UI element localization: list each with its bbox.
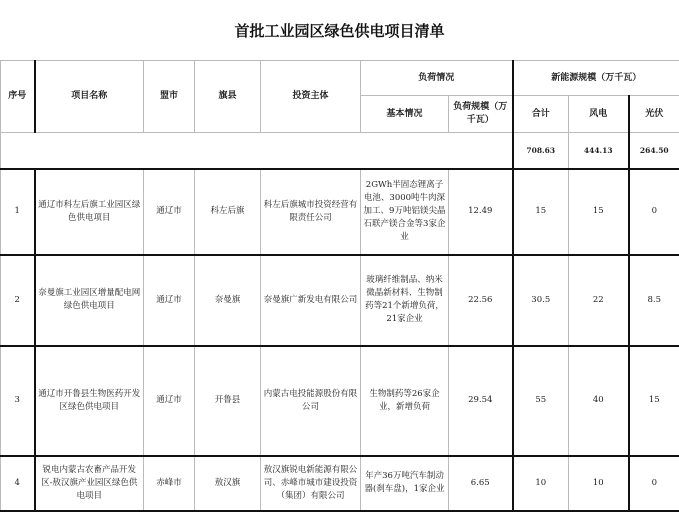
row-solar: 0 bbox=[629, 456, 679, 511]
row-wind: 15 bbox=[569, 169, 629, 255]
header-load-scale: 负荷规模（万千瓦） bbox=[449, 96, 513, 133]
row-basic: 生物制药等26家企业，新增负荷 bbox=[361, 346, 449, 456]
project-table bbox=[0, 60, 679, 512]
header-city: 盟市 bbox=[144, 61, 195, 133]
row-solar: 15 bbox=[629, 346, 679, 456]
row-investor: 内蒙古电投能源股份有限公司 bbox=[261, 346, 361, 456]
header-wind: 风电 bbox=[569, 96, 629, 133]
row-city: 通辽市 bbox=[144, 169, 195, 255]
row-load: 12.49 bbox=[449, 169, 513, 255]
row-total: 30.5 bbox=[513, 255, 569, 346]
row-investor: 奈曼旗广新发电有限公司 bbox=[261, 255, 361, 346]
row-investor: 科左后旗城市投资经营有限责任公司 bbox=[261, 169, 361, 255]
row-county: 科左后旗 bbox=[195, 169, 261, 255]
row-name: 锐电内蒙古农畜产品开发区-敖汉旗产业园区绿色供电项目 bbox=[35, 456, 144, 511]
header-seq: 序号 bbox=[1, 61, 35, 133]
total-row bbox=[1, 133, 679, 169]
header-county: 旗县 bbox=[195, 61, 261, 133]
row-total: 10 bbox=[513, 456, 569, 511]
row-solar: 8.5 bbox=[629, 255, 679, 346]
total-sum: 708.63 bbox=[513, 133, 569, 169]
row-basic: 2GWh半固态锂离子电池、3000吨牛肉深加工、9万吨铝镁尖晶石联产镁合金等3家企业 bbox=[361, 169, 449, 255]
row-load: 6.65 bbox=[449, 456, 513, 511]
row-basic: 年产36万吨汽车制动器(刹车盘)，1家企业 bbox=[361, 456, 449, 511]
row-name: 通辽市科左后旗工业园区绿色供电项目 bbox=[35, 169, 144, 255]
row-total: 55 bbox=[513, 346, 569, 456]
row-name: 通辽市开鲁县生物医药开发区绿色供电项目 bbox=[35, 346, 144, 456]
row-name: 奈曼旗工业园区增量配电网绿色供电项目 bbox=[35, 255, 144, 346]
row-load: 29.54 bbox=[449, 346, 513, 456]
table-row bbox=[1, 346, 679, 456]
header-row bbox=[1, 61, 679, 96]
row-city: 通辽市 bbox=[144, 346, 195, 456]
header-total: 合计 bbox=[513, 96, 569, 133]
row-wind: 40 bbox=[569, 346, 629, 456]
row-city: 通辽市 bbox=[144, 255, 195, 346]
row-city: 赤峰市 bbox=[144, 456, 195, 511]
row-wind: 22 bbox=[569, 255, 629, 346]
row-county: 开鲁县 bbox=[195, 346, 261, 456]
row-investor: 敖汉旗锐电新能源有限公司、赤峰市城市建设投资（集团）有限公司 bbox=[261, 456, 361, 511]
header-new-energy: 新能源规模（万千瓦） bbox=[513, 61, 679, 96]
row-seq: 2 bbox=[1, 255, 35, 346]
table-row bbox=[1, 255, 679, 346]
header-name: 项目名称 bbox=[35, 61, 144, 133]
total-label-cell bbox=[1, 133, 513, 169]
row-seq: 3 bbox=[1, 346, 35, 456]
row-seq: 1 bbox=[1, 169, 35, 255]
header-investor: 投资主体 bbox=[261, 61, 361, 133]
table-row bbox=[1, 456, 679, 511]
row-load: 22.56 bbox=[449, 255, 513, 346]
row-county: 奈曼旗 bbox=[195, 255, 261, 346]
document-title: 首批工业园区绿色供电项目清单 bbox=[0, 20, 679, 41]
row-wind: 10 bbox=[569, 456, 629, 511]
table-row bbox=[1, 169, 679, 255]
total-solar: 264.50 bbox=[629, 133, 679, 169]
header-solar: 光伏 bbox=[629, 96, 679, 133]
header-load-basic: 基本情况 bbox=[361, 96, 449, 133]
row-total: 15 bbox=[513, 169, 569, 255]
total-wind: 444.13 bbox=[569, 133, 629, 169]
header-load: 负荷情况 bbox=[361, 61, 513, 96]
row-basic: 玻璃纤维制品、纳米微晶新材料、生物制药等21个新增负荷，21家企业 bbox=[361, 255, 449, 346]
row-county: 敖汉旗 bbox=[195, 456, 261, 511]
row-solar: 0 bbox=[629, 169, 679, 255]
row-seq: 4 bbox=[1, 456, 35, 511]
